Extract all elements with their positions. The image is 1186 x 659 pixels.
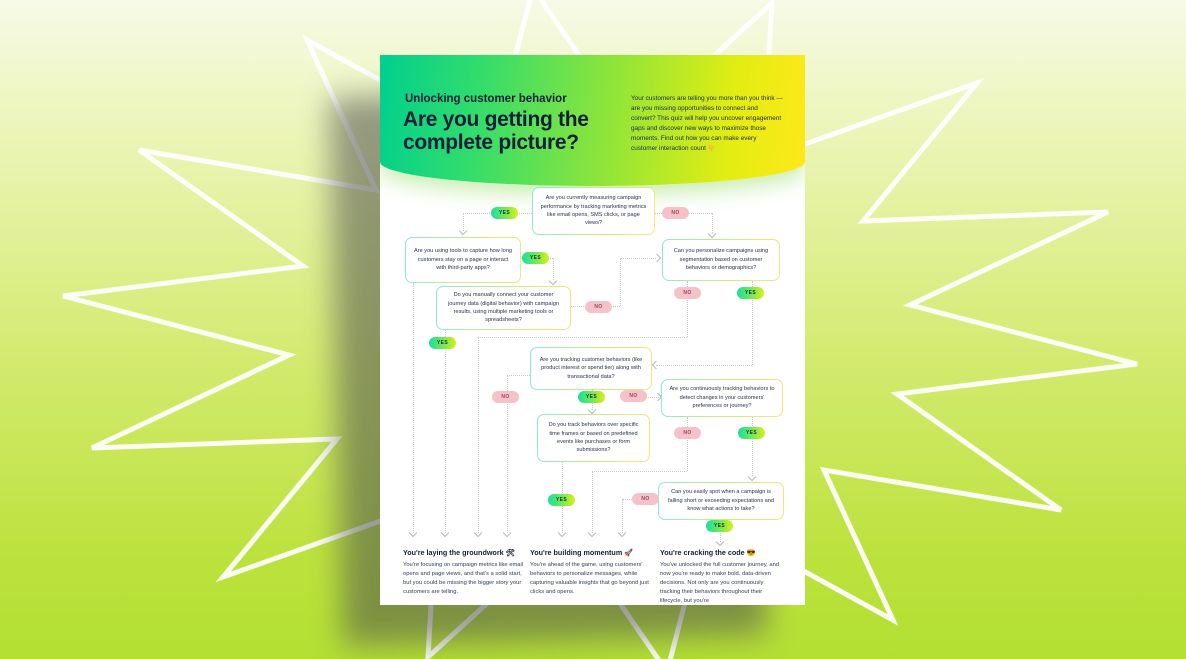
arrow-down-icon bbox=[716, 538, 724, 546]
pill-yes-q3: YES bbox=[429, 337, 456, 349]
question-box-8: Can you easily spot when a campaign is falling short or exceeding expectations and know what actions to take? bbox=[658, 482, 784, 520]
question-box-3: Do you manually connect your customer journey data (digital behavior) with campaign results, using multiple marketing tools or spreadsheets? bbox=[436, 286, 571, 330]
question-box-7: Are you continuously tracking behaviors to detect changes in your customers' preferences or journey? bbox=[661, 379, 783, 417]
connector bbox=[620, 258, 621, 306]
result-groundwork bbox=[403, 548, 525, 597]
connector bbox=[656, 365, 752, 366]
connector bbox=[592, 471, 687, 472]
pill-yes-q7: YES bbox=[738, 427, 765, 439]
result-body: You've unlocked the full customer journey, and now you're ready to make bold, data-driven decisions. Not only are you continuously tracking their behaviors throughout their lifecycle, but you're bbox=[660, 562, 780, 604]
pill-yes-q8: YES bbox=[706, 520, 733, 532]
question-box-2: Are you using tools to capture how long customers stay on a page or interact with third-party apps? bbox=[405, 237, 521, 283]
arrow-down-icon bbox=[549, 277, 557, 285]
connector bbox=[413, 283, 414, 533]
connector bbox=[687, 417, 688, 471]
result-body: You're focusing on campaign metrics like email opens and page views, and that's a solid start, but you could be missing the bigger story your customers are telling. bbox=[403, 562, 524, 595]
pill-no-q8: NO bbox=[632, 493, 659, 505]
question-box-5: Are you tracking customer behaviors (like product interest or spend tier) along with transactional data? bbox=[530, 347, 652, 390]
poster-intro-text: Your customers are telling you more than you think — are you missing opportunities to connect and convert? This quiz will help you uncover engagement gaps and discover new ways to maximize those moments. Find out how you can make every customer interaction count 👇 bbox=[631, 95, 783, 152]
pill-yes-q1: YES bbox=[491, 207, 518, 219]
connector bbox=[478, 337, 687, 338]
question-box-4: Can you personalize campaigns using segmentation based on customer behaviors or demographics? bbox=[662, 239, 780, 281]
arrow-left-icon bbox=[652, 361, 660, 369]
connector bbox=[478, 337, 479, 533]
question-box-1: Are you currently measuring campaign performance by tracking marketing metrics like email opens, SMS clicks, or page views? bbox=[532, 187, 655, 235]
pill-no-q3: NO bbox=[585, 301, 612, 313]
arrow-down-icon bbox=[748, 473, 756, 481]
connector bbox=[507, 375, 530, 376]
pill-yes-q4: YES bbox=[737, 287, 764, 299]
poster-title: Are you getting the complete picture? bbox=[403, 108, 589, 155]
pill-no-q7: NO bbox=[674, 427, 701, 439]
arrow-down-icon bbox=[441, 529, 449, 537]
arrow-down-icon bbox=[558, 529, 566, 537]
arrow-down-icon bbox=[618, 529, 626, 537]
arrow-down-icon bbox=[474, 529, 482, 537]
pill-yes-q5: YES bbox=[578, 391, 605, 403]
result-title: You're building momentum 🚀 bbox=[530, 548, 634, 557]
arrow-down-icon bbox=[588, 406, 596, 414]
pill-no-q5-left: NO bbox=[492, 391, 519, 403]
pill-no-q1: NO bbox=[662, 207, 689, 219]
arrow-down-icon bbox=[588, 529, 596, 537]
pill-yes-q2: YES bbox=[522, 252, 549, 264]
pill-no-q4: NO bbox=[674, 287, 701, 299]
connector bbox=[622, 499, 623, 533]
connector bbox=[620, 258, 656, 259]
arrow-right-icon bbox=[653, 254, 661, 262]
result-cracking-code bbox=[660, 548, 785, 605]
result-momentum bbox=[530, 548, 649, 597]
pill-yes-q6: YES bbox=[548, 494, 575, 506]
result-title: You're laying the groundwork 🛠 bbox=[403, 548, 515, 557]
poster-eyebrow: Unlocking customer behavior bbox=[405, 93, 567, 105]
arrow-down-icon bbox=[503, 529, 511, 537]
question-box-6: Do you track behaviors over specific time frames or based on predefined events like purchases or form submissions? bbox=[537, 414, 650, 462]
arrow-down-icon bbox=[708, 230, 716, 238]
pill-no-q5: NO bbox=[620, 390, 647, 402]
connector bbox=[592, 471, 593, 533]
arrow-down-icon bbox=[409, 529, 417, 537]
quiz-poster bbox=[380, 55, 805, 605]
result-title: You're cracking the code 😎 bbox=[660, 548, 756, 557]
connector bbox=[752, 417, 753, 476]
result-body: You're ahead of the game, using customers' behaviors to personalize messages, while capturing valuable insights that go beyond just clicks and opens. bbox=[530, 562, 649, 595]
connector bbox=[445, 330, 446, 533]
arrow-down-icon bbox=[459, 227, 467, 235]
